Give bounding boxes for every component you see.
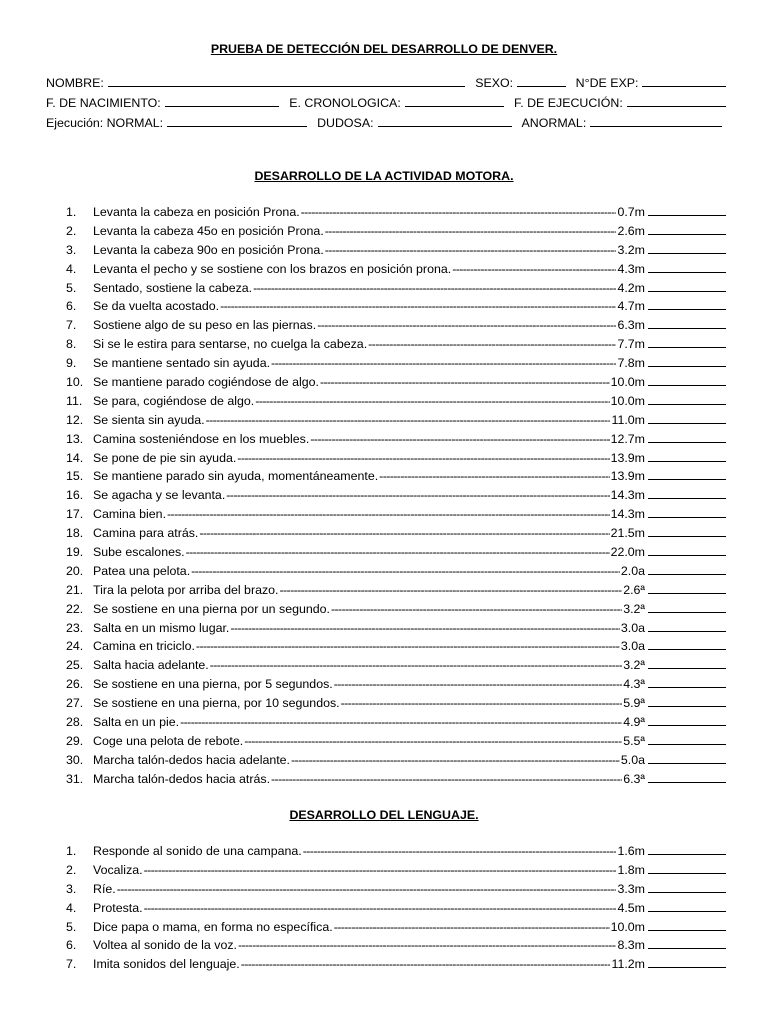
list-item bbox=[66, 601, 726, 620]
list-item bbox=[66, 881, 726, 900]
item-age: 22.0m bbox=[610, 545, 645, 560]
list-item bbox=[66, 223, 726, 242]
item-age: 5.0a bbox=[620, 752, 645, 767]
item-number: 4. bbox=[66, 261, 77, 276]
normal-field[interactable] bbox=[167, 114, 307, 127]
answer-blank[interactable] bbox=[648, 374, 726, 386]
item-age: 2.6ª bbox=[623, 582, 645, 597]
answer-blank[interactable] bbox=[648, 714, 726, 726]
item-text: Tira la pelota por arriba del brazo. bbox=[93, 582, 279, 597]
item-text: Salta hacia adelante. bbox=[93, 658, 209, 673]
item-text: Protesta. bbox=[93, 900, 143, 915]
item-number: 1. bbox=[66, 844, 77, 858]
dot-leader bbox=[220, 299, 616, 313]
item-text: Se sostiene en una pierna, por 5 segundos. bbox=[93, 677, 333, 692]
exp-label: N°DE EXP: bbox=[575, 76, 639, 90]
item-number: 18. bbox=[66, 526, 84, 541]
answer-blank[interactable] bbox=[648, 862, 726, 874]
dot-leader bbox=[303, 844, 617, 858]
dot-leader bbox=[241, 957, 611, 971]
item-text: Se sienta sin ayuda. bbox=[93, 412, 205, 427]
nacimiento-field[interactable] bbox=[165, 94, 279, 107]
item-number: 12. bbox=[66, 412, 84, 427]
item-number: 30. bbox=[66, 752, 84, 767]
item-text: Camina bien. bbox=[93, 507, 167, 522]
dot-leader bbox=[291, 753, 620, 767]
motora-section-title: DESARROLLO DE LA ACTIVIDAD MOTORA. bbox=[254, 169, 514, 183]
dot-leader bbox=[237, 451, 609, 465]
list-item bbox=[66, 900, 726, 919]
item-age: 8.3m bbox=[617, 938, 645, 953]
item-number: 20. bbox=[66, 563, 84, 578]
item-age: 1.8m bbox=[617, 862, 645, 877]
item-number: 27. bbox=[66, 696, 84, 711]
answer-blank[interactable] bbox=[648, 393, 726, 405]
list-item bbox=[66, 657, 726, 676]
item-text: Voltea al sonido de la voz. bbox=[93, 938, 237, 953]
item-text: Sube escalones. bbox=[93, 545, 185, 560]
list-item bbox=[66, 317, 726, 336]
nacimiento-label: F. DE NACIMIENTO: bbox=[46, 96, 161, 110]
dot-leader bbox=[317, 318, 616, 332]
dot-leader bbox=[280, 583, 623, 597]
list-item bbox=[66, 204, 726, 223]
answer-blank[interactable] bbox=[648, 525, 726, 537]
list-item bbox=[66, 506, 726, 525]
answer-blank[interactable] bbox=[648, 956, 726, 968]
list-item bbox=[66, 714, 726, 733]
dot-leader bbox=[144, 863, 617, 877]
item-age: 3.2m bbox=[617, 242, 645, 257]
item-text: Vocaliza. bbox=[93, 862, 143, 877]
item-number: 24. bbox=[66, 639, 84, 654]
dot-leader bbox=[325, 243, 617, 257]
item-text: Se mantiene parado cogiéndose de algo. bbox=[93, 375, 319, 390]
item-text: Levanta la cabeza 90o en posición Prona. bbox=[93, 242, 324, 257]
answer-blank[interactable] bbox=[648, 412, 726, 424]
item-age: 12.7m bbox=[610, 431, 645, 446]
item-number: 1. bbox=[66, 205, 77, 219]
answer-blank[interactable] bbox=[648, 676, 726, 688]
list-item bbox=[66, 563, 726, 582]
item-age: 6.3m bbox=[617, 318, 645, 333]
answer-blank[interactable] bbox=[648, 881, 726, 893]
answer-blank[interactable] bbox=[648, 450, 726, 462]
list-item bbox=[66, 937, 726, 956]
list-item bbox=[66, 582, 726, 601]
header-row-2 bbox=[46, 94, 726, 112]
list-item bbox=[66, 242, 726, 261]
dot-leader bbox=[253, 281, 616, 295]
item-age: 4.7m bbox=[617, 299, 645, 314]
item-text: Levanta el pecho y se sostiene con los brazos en posición prona. bbox=[93, 261, 452, 276]
answer-blank[interactable] bbox=[648, 601, 726, 613]
item-age: 4.9ª bbox=[623, 715, 645, 730]
item-number: 10. bbox=[66, 375, 84, 390]
answer-blank[interactable] bbox=[648, 582, 726, 594]
dot-leader bbox=[117, 882, 617, 896]
item-age: 5.9ª bbox=[623, 696, 645, 711]
item-text: Sentado, sostiene la cabeza. bbox=[93, 280, 253, 295]
list-item bbox=[66, 620, 726, 639]
dot-leader bbox=[271, 772, 622, 786]
item-age: 2.0a bbox=[620, 563, 645, 578]
item-age: 11.2m bbox=[611, 957, 645, 972]
cronologica-field[interactable] bbox=[405, 94, 504, 107]
item-age: 3.2ª bbox=[623, 601, 645, 616]
dot-leader bbox=[196, 639, 620, 653]
cronologica-label: E. CRONOLOGICA: bbox=[289, 96, 401, 110]
item-number: 13. bbox=[66, 431, 84, 446]
item-age: 4.3ª bbox=[623, 677, 645, 692]
dot-leader bbox=[206, 413, 611, 427]
sexo-field[interactable] bbox=[517, 74, 566, 87]
dot-leader bbox=[334, 677, 622, 691]
dot-leader bbox=[199, 526, 609, 540]
header-row-1 bbox=[46, 74, 726, 92]
list-item bbox=[66, 919, 726, 938]
anormal-label: ANORMAL: bbox=[521, 116, 587, 130]
list-item bbox=[66, 544, 726, 563]
answer-blank[interactable] bbox=[648, 487, 726, 499]
item-age: 3.3m bbox=[617, 881, 645, 896]
item-number: 28. bbox=[66, 715, 84, 730]
dot-leader bbox=[325, 224, 617, 238]
list-item bbox=[66, 487, 726, 506]
item-number: 14. bbox=[66, 450, 84, 465]
dot-leader bbox=[334, 920, 610, 934]
item-text: Salta en un mismo lugar. bbox=[93, 620, 230, 635]
answer-blank[interactable] bbox=[648, 657, 726, 669]
item-number: 23. bbox=[66, 620, 84, 635]
item-text: Se sostiene en una pierna, por 10 segundos. bbox=[93, 696, 340, 711]
item-number: 3. bbox=[66, 242, 77, 257]
list-item bbox=[66, 298, 726, 317]
document-title: PRUEBA DE DETECCIÓN DEL DESARROLLO DE DENVER. bbox=[210, 42, 558, 56]
dot-leader bbox=[230, 621, 620, 635]
dot-leader bbox=[310, 432, 609, 446]
dudosa-field[interactable] bbox=[378, 114, 512, 127]
answer-blank[interactable] bbox=[648, 563, 726, 575]
item-number: 17. bbox=[66, 507, 84, 522]
item-number: 21. bbox=[66, 582, 84, 597]
list-item bbox=[66, 956, 726, 975]
dot-leader bbox=[144, 901, 617, 915]
item-text: Se para, cogiéndose de algo. bbox=[93, 393, 255, 408]
item-text: Se sostiene en una pierna por un segundo. bbox=[93, 601, 330, 616]
item-number: 19. bbox=[66, 545, 84, 560]
item-age: 14.3m bbox=[610, 488, 645, 503]
item-number: 7. bbox=[66, 957, 77, 972]
list-item bbox=[66, 355, 726, 374]
dot-leader bbox=[452, 262, 616, 276]
item-age: 4.3m bbox=[617, 261, 645, 276]
list-item bbox=[66, 261, 726, 280]
list-item bbox=[66, 374, 726, 393]
item-text: Camina en triciclo. bbox=[93, 639, 195, 654]
item-age: 3.0a bbox=[620, 620, 645, 635]
item-text: Levanta la cabeza en posición Prona. bbox=[93, 205, 300, 219]
dot-leader bbox=[210, 658, 622, 672]
answer-blank[interactable] bbox=[648, 620, 726, 632]
nombre-field[interactable] bbox=[108, 74, 465, 87]
lenguaje-section-title: DESARROLLO DEL LENGUAJE. bbox=[289, 808, 479, 822]
list-item bbox=[66, 412, 726, 431]
item-age: 2.6m bbox=[617, 223, 645, 238]
answer-blank[interactable] bbox=[648, 242, 726, 254]
ejecucion-fecha-label: F. DE EJECUCIÓN: bbox=[514, 96, 623, 110]
normal-label: Ejecución: NORMAL: bbox=[46, 116, 164, 130]
list-item bbox=[66, 752, 726, 771]
item-age: 4.2m bbox=[617, 280, 645, 295]
answer-blank[interactable] bbox=[648, 280, 726, 292]
item-number: 2. bbox=[66, 862, 77, 877]
item-age: 7.8m bbox=[617, 356, 645, 371]
item-age: 5.5ª bbox=[623, 733, 645, 748]
item-number: 22. bbox=[66, 601, 84, 616]
item-age: 10.0m bbox=[610, 393, 645, 408]
dot-leader bbox=[226, 488, 609, 502]
answer-blank[interactable] bbox=[648, 317, 726, 329]
dot-leader bbox=[255, 394, 609, 408]
answer-blank[interactable] bbox=[648, 919, 726, 931]
motora-list bbox=[66, 204, 726, 790]
dot-leader bbox=[368, 337, 616, 351]
answer-blank[interactable] bbox=[648, 544, 726, 556]
item-number: 15. bbox=[66, 469, 84, 484]
dot-leader bbox=[244, 734, 622, 748]
answer-blank[interactable] bbox=[648, 900, 726, 912]
dot-leader bbox=[301, 205, 617, 219]
answer-blank[interactable] bbox=[648, 431, 726, 443]
item-text: Imita sonidos del lenguaje. bbox=[93, 957, 240, 972]
answer-blank[interactable] bbox=[648, 223, 726, 235]
dot-leader bbox=[379, 469, 609, 483]
ejecucion-fecha-field[interactable] bbox=[627, 94, 726, 107]
item-number: 8. bbox=[66, 337, 77, 352]
lenguaje-list bbox=[66, 843, 726, 975]
answer-blank[interactable] bbox=[648, 752, 726, 764]
item-text: Se mantiene sentado sin ayuda. bbox=[93, 356, 271, 371]
item-text: Ríe. bbox=[93, 881, 116, 896]
item-number: 31. bbox=[66, 771, 84, 786]
dot-leader bbox=[341, 696, 623, 710]
list-item bbox=[66, 280, 726, 299]
item-age: 14.3m bbox=[610, 507, 645, 522]
item-text: Sostiene algo de su peso en las piernas. bbox=[93, 318, 317, 333]
item-text: Marcha talón-dedos hacia adelante. bbox=[93, 752, 291, 767]
list-item bbox=[66, 450, 726, 469]
dudosa-label: DUDOSA: bbox=[317, 116, 374, 130]
item-age: 1.6m bbox=[617, 844, 645, 858]
item-text: Se pone de pie sin ayuda. bbox=[93, 450, 237, 465]
item-number: 29. bbox=[66, 733, 84, 748]
item-number: 9. bbox=[66, 356, 77, 371]
answer-blank[interactable] bbox=[648, 336, 726, 348]
item-number: 5. bbox=[66, 280, 77, 295]
item-number: 26. bbox=[66, 677, 84, 692]
dot-leader bbox=[191, 564, 620, 578]
list-item bbox=[66, 695, 726, 714]
item-text: Coge una pelota de rebote. bbox=[93, 733, 244, 748]
item-number: 3. bbox=[66, 881, 77, 896]
item-text: Se da vuelta acostado. bbox=[93, 299, 220, 314]
answer-blank[interactable] bbox=[648, 506, 726, 518]
item-number: 16. bbox=[66, 488, 84, 503]
item-text: Camina sosteniéndose en los muebles. bbox=[93, 431, 310, 446]
item-text: Si se le estira para sentarse, no cuelga la cabeza. bbox=[93, 337, 368, 352]
answer-blank[interactable] bbox=[648, 468, 726, 480]
answer-blank[interactable] bbox=[648, 261, 726, 273]
item-age: 11.0m bbox=[611, 412, 645, 427]
list-item bbox=[66, 336, 726, 355]
item-age: 10.0m bbox=[610, 375, 645, 390]
dot-leader bbox=[167, 507, 610, 521]
item-number: 25. bbox=[66, 658, 84, 673]
item-age: 0.7m bbox=[617, 205, 645, 219]
item-age: 6.3ª bbox=[623, 771, 645, 786]
item-text: Levanta la cabeza 45o en posición Prona. bbox=[93, 223, 324, 238]
item-number: 5. bbox=[66, 919, 77, 934]
dot-leader bbox=[331, 602, 622, 616]
dot-leader bbox=[180, 715, 622, 729]
item-number: 6. bbox=[66, 938, 77, 953]
item-age: 3.0a bbox=[620, 639, 645, 654]
item-number: 4. bbox=[66, 900, 77, 915]
item-age: 21.5m bbox=[610, 526, 645, 541]
item-text: Camina para atrás. bbox=[93, 526, 199, 541]
list-item bbox=[66, 638, 726, 657]
list-item bbox=[66, 525, 726, 544]
list-item bbox=[66, 843, 726, 862]
item-number: 2. bbox=[66, 223, 77, 238]
answer-blank[interactable] bbox=[648, 638, 726, 650]
item-number: 11. bbox=[66, 393, 83, 408]
item-number: 7. bbox=[66, 318, 77, 333]
answer-blank[interactable] bbox=[648, 733, 726, 745]
item-age: 4.5m bbox=[617, 900, 645, 915]
answer-blank[interactable] bbox=[648, 937, 726, 949]
answer-blank[interactable] bbox=[648, 771, 726, 783]
dot-leader bbox=[238, 938, 616, 952]
answer-blank[interactable] bbox=[648, 298, 726, 310]
list-item bbox=[66, 733, 726, 752]
exp-field[interactable] bbox=[642, 74, 726, 87]
header-row-3 bbox=[46, 114, 726, 132]
item-age: 13.9m bbox=[610, 450, 645, 465]
list-item bbox=[66, 862, 726, 881]
item-text: Responde al sonido de una campana. bbox=[93, 844, 302, 858]
item-age: 3.2ª bbox=[623, 658, 645, 673]
sexo-label: SEXO: bbox=[475, 76, 514, 90]
item-age: 13.9m bbox=[610, 469, 645, 484]
answer-blank[interactable] bbox=[648, 204, 726, 216]
list-item bbox=[66, 676, 726, 695]
anormal-field[interactable] bbox=[590, 114, 722, 127]
list-item bbox=[66, 468, 726, 487]
list-item bbox=[66, 771, 726, 790]
item-text: Salta en un pie. bbox=[93, 715, 180, 730]
list-item bbox=[66, 393, 726, 412]
item-text: Patea una pelota. bbox=[93, 563, 191, 578]
answer-blank[interactable] bbox=[648, 695, 726, 707]
list-item bbox=[66, 431, 726, 450]
item-age: 10.0m bbox=[610, 919, 645, 934]
item-number: 6. bbox=[66, 299, 77, 314]
answer-blank[interactable] bbox=[648, 355, 726, 367]
nombre-label: NOMBRE: bbox=[46, 76, 104, 90]
dot-leader bbox=[320, 375, 610, 389]
dot-leader bbox=[271, 356, 616, 370]
item-text: Dice papa o mama, en forma no específica. bbox=[93, 919, 333, 934]
item-text: Marcha talón-dedos hacia atrás. bbox=[93, 771, 271, 786]
item-age: 7.7m bbox=[617, 337, 645, 352]
item-text: Se mantiene parado sin ayuda, momentáneamente. bbox=[93, 469, 379, 484]
answer-blank[interactable] bbox=[648, 843, 726, 855]
dot-leader bbox=[186, 545, 610, 559]
item-text: Se agacha y se levanta. bbox=[93, 488, 226, 503]
